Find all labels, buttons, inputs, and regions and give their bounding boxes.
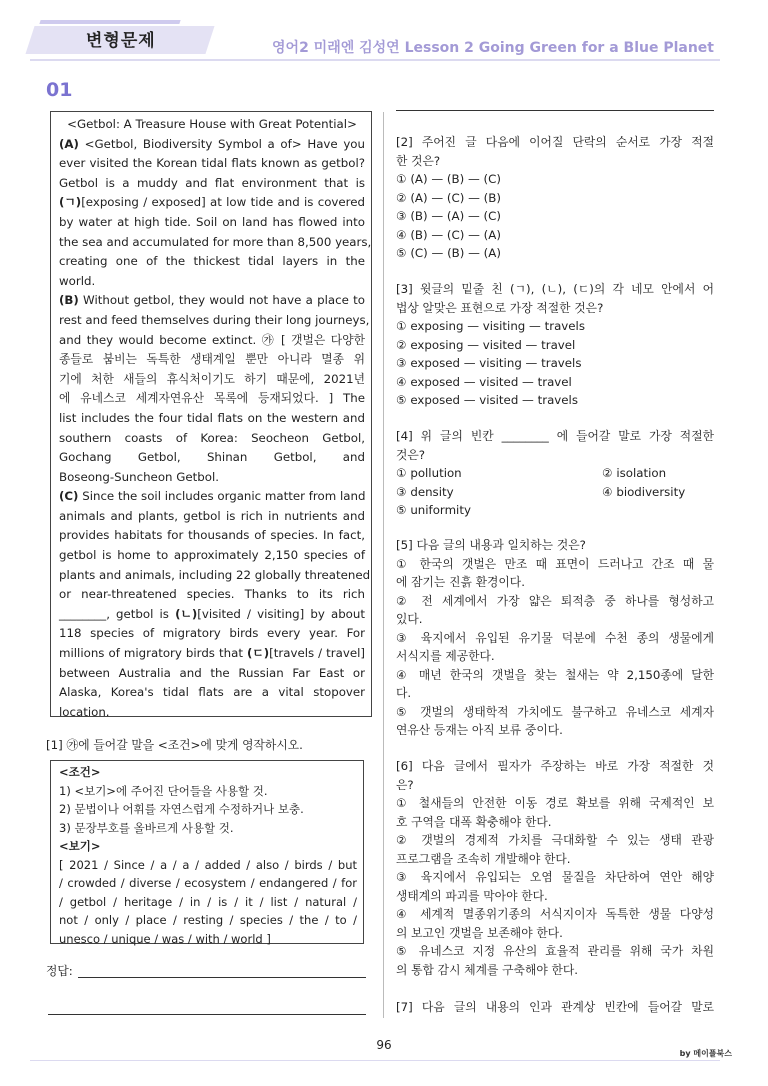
- q7-prompt: [7] 다음 글의 내용의 인과 관계상 빈칸에 들어갈 말로: [396, 1000, 714, 1014]
- answer-line[interactable]: [48, 1014, 366, 1015]
- answer-option[interactable]: ④ biodiversity: [602, 484, 686, 499]
- passage-line: Alaska, Korea's tidal flats are a vital stopover: [59, 685, 365, 700]
- q4-block: [396, 427, 714, 520]
- passage-line: (B) Without getbol, they would not have a place to: [59, 293, 365, 308]
- passage-line: 에 유네스코 세계자연유산 목록에 등재되었다. ] The: [59, 391, 365, 406]
- header-accent-bar: [39, 20, 180, 24]
- q7-block: [396, 998, 714, 1017]
- answer-option[interactable]: ⑤ uniformity: [396, 503, 471, 517]
- answer-option-cont: 생태계의 파괴를 막아야 한다.: [396, 888, 548, 903]
- bogi-line: unesco / unique / was / with / world ]: [59, 931, 271, 946]
- q6-prompt: 은?: [396, 777, 414, 792]
- answer-option[interactable]: ⑤ 갯벌의 생태학적 가치에도 불구하고 유네스코 세계자: [396, 704, 714, 719]
- passage-line: between Australia and the Russian Far East or: [59, 665, 365, 680]
- bogi-line: not / only / place / resting / species / the / to /: [59, 913, 357, 927]
- answer-option[interactable]: ③ exposed — visiting — travels: [396, 356, 582, 370]
- passage-line: provides habitats for thousands of species. In fact,: [59, 528, 365, 543]
- answer-line[interactable]: [396, 110, 714, 111]
- header-label: 변형문제: [86, 31, 156, 51]
- answer-label: 정답:: [46, 964, 73, 978]
- answer-option[interactable]: ④ (B) — (C) — (A): [396, 227, 501, 242]
- bogi-line: [ 2021 / Since / a / a / added / also / birds / but: [59, 857, 357, 872]
- page-number: 96: [376, 1038, 392, 1052]
- passage-line: ________, getbol is (ㄴ)[visited / visiting] by about: [59, 606, 365, 621]
- answer-option-cont: 의 보고인 갯벌을 보존해야 한다.: [396, 925, 563, 940]
- answer-option-cont: 프로그램을 조속히 개발해야 한다.: [396, 851, 571, 866]
- passage-line: ever visited the Korean tidal flats known as getbol?: [59, 156, 365, 171]
- passage-line: or near-threatened species. Thanks to its rich: [59, 587, 365, 602]
- q5-prompt: [5] 다음 글의 내용과 일치하는 것은?: [396, 538, 586, 552]
- condition-item: 1) <보기>에 주어진 단어들을 사용할 것.: [59, 783, 268, 798]
- q5-block: [396, 536, 714, 740]
- passage-line: 종들로 붐비는 독특한 생태계일 뿐만 아니라 멸종 위: [59, 352, 365, 367]
- footer-divider: [30, 1060, 720, 1061]
- passage-line: Gochang Getbol, Shinan Getbol, and: [59, 450, 365, 465]
- condition-box: [50, 760, 364, 944]
- answer-option[interactable]: ③ 육지에서 유입되는 오염 물질을 차단하여 연안 해양: [396, 870, 714, 884]
- bogi-heading: <보기>: [59, 839, 101, 853]
- header-divider: [30, 59, 720, 61]
- q2-block: [396, 133, 714, 263]
- answer-option-cont: 에 잠기는 진흙 환경이다.: [396, 575, 525, 589]
- passage-line: creating one of the thickest tidal layers in the: [59, 254, 365, 269]
- answer-option[interactable]: ③ 육지에서 유입된 유기물 덕분에 수천 종의 생물에게: [396, 630, 714, 645]
- q4-prompt: [4] 위 글의 빈칸 ________ 에 들어갈 말로 가장 적절한: [396, 429, 714, 443]
- q3-prompt: [3] 윗글의 밑줄 친 (ㄱ), (ㄴ), (ㄷ)의 각 네모 안에서 어: [396, 282, 714, 296]
- paragraph-marker-b: (B): [59, 293, 79, 308]
- answer-option[interactable]: ⑤ (C) — (B) — (A): [396, 246, 501, 260]
- column-divider: [383, 112, 384, 1018]
- passage-line: getbol is home to approximately 2,150 species of: [59, 548, 365, 563]
- passage-line: southern coasts of Korea: Seocheon Getbol,: [59, 430, 365, 445]
- answer-option[interactable]: ④ 세계적 멸종위기종의 서식지이자 독특한 생물 다양성: [396, 907, 714, 921]
- answer-option-cont: 다.: [396, 686, 412, 700]
- passage-line: plants and animals, including 22 globally threatened: [59, 567, 371, 582]
- paragraph-marker-a: (A): [59, 136, 79, 151]
- answer-option[interactable]: ② 갯벌의 경제적 가치를 극대화할 수 있는 생태 관광: [396, 833, 714, 847]
- q1-prompt: [1] ㉮에 들어갈 말을 <조건>에 맞게 영작하시오.: [46, 738, 303, 752]
- blank-marker-3: (ㄷ): [246, 646, 270, 661]
- q4-prompt: 것은?: [396, 447, 426, 462]
- passage-box: [50, 111, 372, 717]
- passage-line: Getbol is a muddy and flat environment that is: [59, 175, 365, 190]
- answer-line[interactable]: [78, 977, 366, 978]
- passage-line: location.: [59, 704, 110, 719]
- answer-option[interactable]: ⑤ exposed — visited — travels: [396, 393, 578, 407]
- passage-line: by water at high tide. Soil on land has flowed into: [59, 214, 365, 229]
- bogi-line: / getbol / heritage / in / is / it / list / natural /: [59, 894, 357, 909]
- passage-line: world.: [59, 273, 96, 288]
- bogi-line: / crowded / diverse / ecosystem / endangered / for: [59, 876, 357, 890]
- answer-option[interactable]: ③ (B) — (A) — (C): [396, 209, 501, 223]
- passage-line: (ㄱ)[exposing / exposed] at low tide and is covered: [59, 195, 365, 210]
- blank-marker-2: (ㄴ): [175, 606, 198, 621]
- answer-option[interactable]: ② 전 세계에서 가장 얇은 퇴적층 중 하나를 형성하고: [396, 593, 714, 608]
- answer-option-cont: 호 구역을 대폭 확충해야 한다.: [396, 814, 552, 829]
- publisher-credit: by 메이플북스: [679, 1049, 732, 1058]
- q6-prompt: [6] 다음 글에서 필자가 주장하는 바로 가장 적절한 것: [396, 759, 714, 773]
- q2-prompt: 한 것은?: [396, 153, 441, 168]
- q3-block: [396, 280, 714, 410]
- passage-line: 118 species of migratory birds every year. For: [59, 626, 365, 641]
- paragraph-marker-c: (C): [59, 489, 79, 504]
- answer-option[interactable]: ③ density: [396, 484, 454, 499]
- header-title: 영어2 미래엔 김성연 Lesson 2 Going Green for a Blue Planet: [272, 40, 714, 56]
- answer-option[interactable]: ① exposing — visiting — travels: [396, 319, 585, 333]
- passage-line: millions of migratory birds that (ㄷ)[travels / travel]: [59, 646, 365, 661]
- answer-option[interactable]: ① 철새들의 안전한 이동 경로 확보를 위해 국제적인 보: [396, 796, 714, 810]
- passage-title: <Getbol: A Treasure House with Great Potential>: [67, 117, 357, 131]
- answer-option-cont: 연유산 등재는 아직 보류 중이다.: [396, 723, 563, 737]
- answer-option[interactable]: ② exposing — visited — travel: [396, 337, 576, 352]
- passage-line: (A) <Getbol, Biodiversity Symbol a of> Have you: [59, 136, 365, 151]
- answer-option[interactable]: ① (A) — (B) — (C): [396, 172, 501, 186]
- answer-option-cont: 있다.: [396, 612, 423, 626]
- blank-marker-1: (ㄱ): [59, 195, 82, 210]
- condition-item: 3) 문장부호를 올바르게 사용할 것.: [59, 820, 234, 835]
- question-number: 01: [46, 79, 73, 101]
- passage-line: animals and plants, getbol is rich in nutrients and: [59, 508, 365, 523]
- condition-item: 2) 문법이나 어휘를 자연스럽게 수정하거나 보충.: [59, 802, 304, 816]
- condition-heading: <조건>: [59, 765, 101, 779]
- passage-line: the sea and accumulated for more than 8,500 years,: [59, 234, 372, 249]
- passage-line: Boseong-Suncheon Getbol.: [59, 469, 220, 484]
- answer-option[interactable]: ④ exposed — visited — travel: [396, 374, 572, 389]
- passage-line: (C) Since the soil includes organic matter from land: [59, 489, 366, 504]
- answer-option[interactable]: ① pollution: [396, 466, 462, 480]
- answer-option[interactable]: ② (A) — (C) — (B): [396, 190, 501, 205]
- passage-line: list includes the four tidal flats on the western and: [59, 410, 365, 425]
- answer-option[interactable]: ① 한국의 갯벌은 만조 때 표면이 드러나고 간조 때 물: [396, 556, 714, 571]
- answer-option-cont: 의 통합 감시 체계를 구축해야 한다.: [396, 962, 579, 977]
- q2-prompt: [2] 주어진 글 다음에 이어질 단락의 순서로 가장 적절: [396, 135, 714, 149]
- passage-line: and they would become extinct. ㉮ [ 갯벌은 다양한: [59, 332, 365, 347]
- passage-line: rest and feed themselves during their long journeys,: [59, 312, 370, 327]
- answer-option[interactable]: ⑤ 유네스코 지정 유산의 효율적 관리를 위해 국가 차원: [396, 944, 714, 958]
- passage-line: 기에 처한 새들의 휴식처이기도 하기 때문에, 2021년: [59, 371, 365, 386]
- answer-option-cont: 서식지를 제공한다.: [396, 649, 495, 663]
- q3-prompt: 법상 알맞은 표현으로 가장 적절한 것은?: [396, 300, 604, 315]
- answer-option[interactable]: ④ 매년 한국의 갯벌을 찾는 철새는 약 2,150종에 달한: [396, 667, 714, 682]
- answer-option[interactable]: ② isolation: [602, 466, 667, 480]
- q6-block: [396, 757, 714, 979]
